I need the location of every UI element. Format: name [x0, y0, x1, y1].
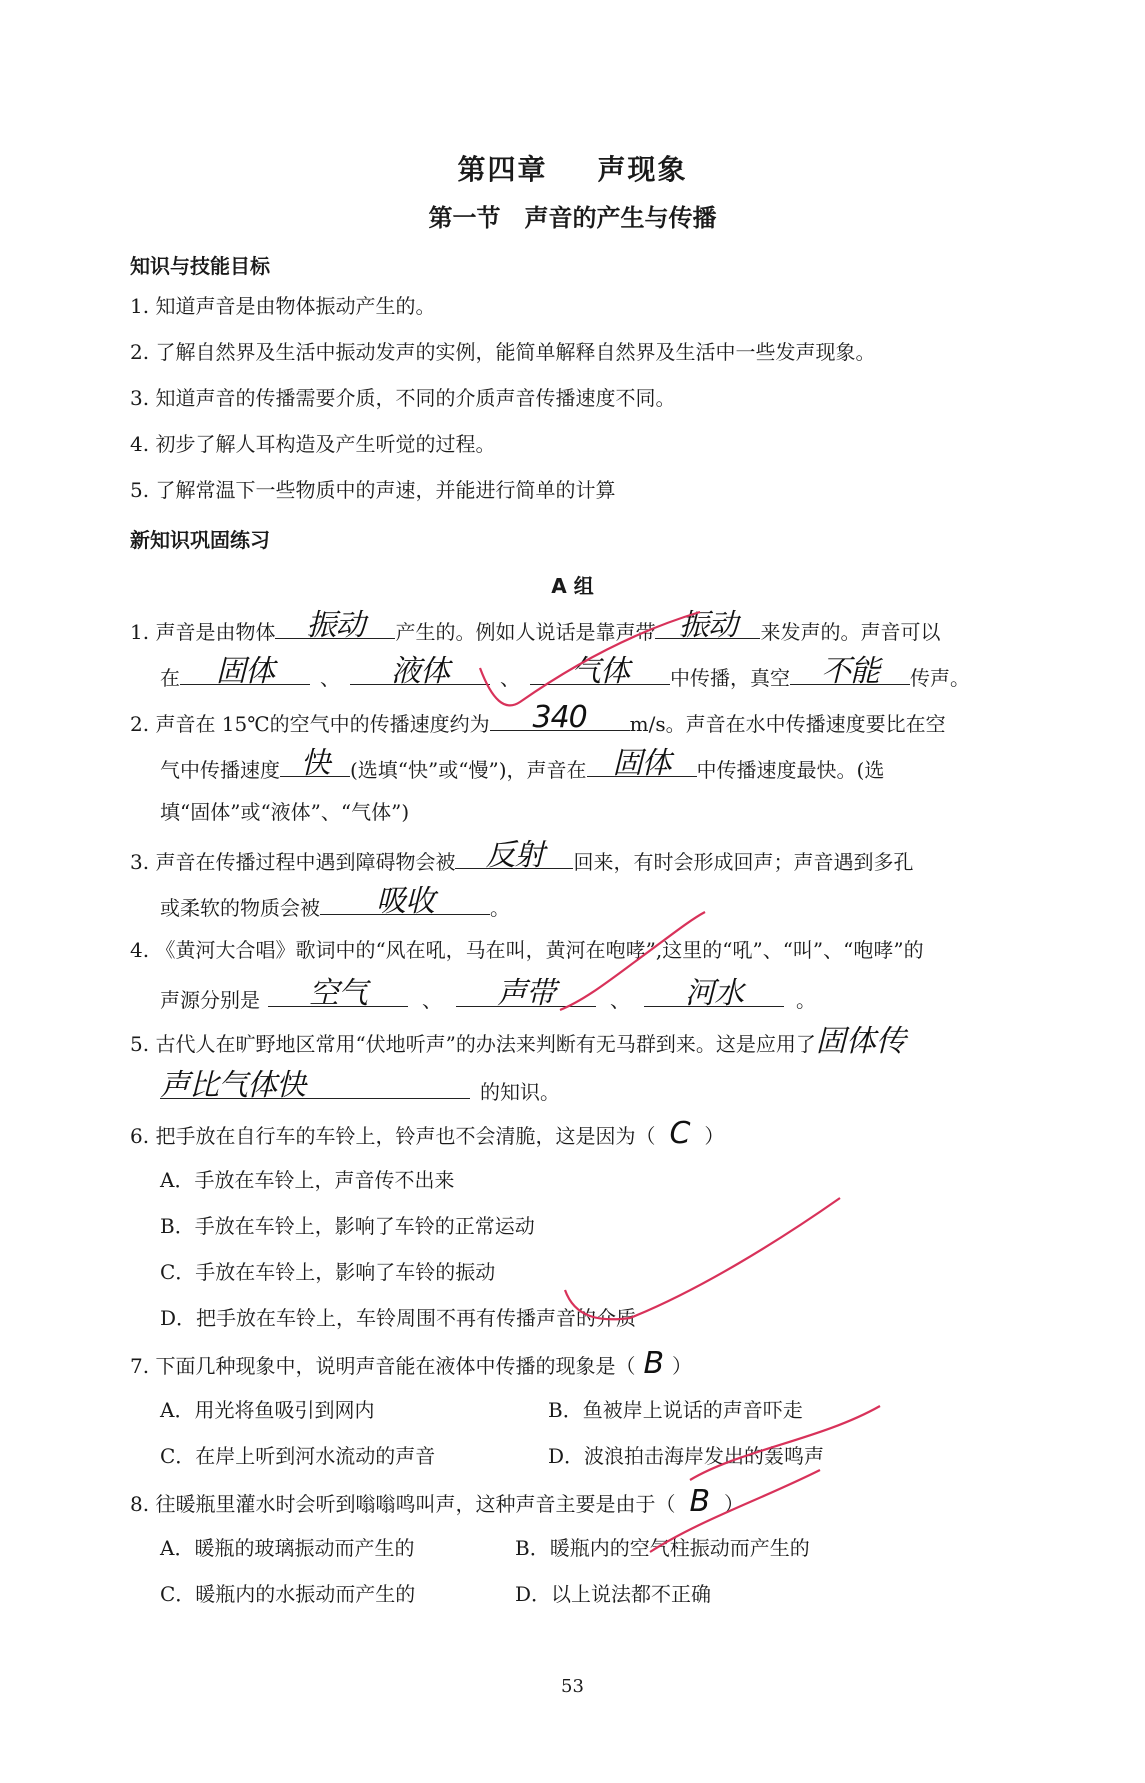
answer-blank[interactable]: [275, 608, 395, 643]
q1-text: 1. 声音是由物体: [130, 620, 276, 644]
chapter-title: [0, 148, 1145, 188]
handwritten-answer: B: [689, 1484, 711, 1519]
option[interactable]: B．暖瓶内的空气柱振动而产生的: [515, 1536, 810, 1560]
chapter-label: 第四章: [457, 153, 548, 186]
answer-blank[interactable]: [644, 976, 784, 1011]
section-title: [0, 198, 1145, 233]
section-label: 第一节: [428, 204, 501, 232]
group-label: A 组: [551, 574, 594, 598]
handwritten-answer: 声带: [497, 976, 555, 1011]
option[interactable]: C．手放在车铃上，影响了车铃的振动: [160, 1260, 496, 1284]
chapter-name: 声现象: [597, 153, 688, 186]
question-5-line-2: [160, 1068, 560, 1106]
q4-text: 、: [422, 988, 442, 1012]
answer-blank[interactable]: [655, 608, 760, 643]
handwritten-answer: 340: [532, 700, 587, 735]
goals-heading: 知识与技能目标: [130, 254, 270, 278]
option[interactable]: A．暖瓶的玻璃振动而产生的: [160, 1536, 415, 1560]
option[interactable]: D．波浪拍击海岸发出的轰鸣声: [548, 1444, 825, 1468]
q4-text: 、: [610, 988, 630, 1012]
answer-blank[interactable]: [530, 654, 670, 689]
check-mark: [565, 1198, 840, 1319]
question-4-line-2: [160, 976, 816, 1014]
q1-text: 、: [320, 666, 340, 690]
q3-text: 3. 声音在传播过程中遇到障碍物会被: [130, 850, 456, 874]
q8-text: 8. 往暖瓶里灌水时会听到嗡嗡鸣叫声，这种声音主要是由于（: [130, 1492, 676, 1516]
handwritten-answer: 声比气体快: [160, 1068, 305, 1103]
q3-text: 。: [490, 896, 510, 920]
section-name: 声音的产生与传播: [524, 204, 717, 232]
practice-heading: 新知识巩固练习: [130, 528, 270, 552]
q8-text: ）: [724, 1492, 745, 1516]
q7-text: 7. 下面几种现象中，说明声音能在液体中传播的现象是（: [130, 1354, 636, 1378]
handwritten-answer: 振动: [678, 608, 737, 643]
handwritten-answer: 固体传: [815, 1024, 906, 1059]
answer-blank[interactable]: [280, 746, 350, 781]
q1-text: 在: [160, 666, 180, 690]
goal-item: 1. 知道声音是由物体振动产生的。: [130, 294, 436, 318]
question-2-line-1: [130, 700, 946, 738]
question-3-line-2: [160, 884, 510, 922]
question-1-line-2: [160, 654, 970, 692]
q4-text: 声源分别是: [160, 988, 260, 1012]
answer-blank[interactable]: [790, 654, 910, 689]
q1-text: 产生的。例如人说话是靠声带: [395, 620, 656, 644]
goal-item: 5. 了解常温下一些物质中的声速，并能进行简单的计算: [130, 478, 616, 502]
question-3-line-1: [130, 838, 914, 876]
q3-text: 或柔软的物质会被: [160, 896, 320, 920]
q1-text: 传声。: [910, 666, 970, 690]
q7-text: ）: [672, 1354, 693, 1378]
option[interactable]: D．把手放在车铃上，车铃周围不再有传播声音的介质: [160, 1306, 637, 1330]
option[interactable]: C．在岸上听到河水流动的声音: [160, 1444, 436, 1468]
handwritten-answer: 快: [300, 746, 330, 781]
q2-text: 气中传播速度: [160, 758, 280, 782]
q2-text: 2. 声音在 15℃的空气中的传播速度约为: [130, 712, 490, 736]
handwritten-answer: 空气: [309, 976, 367, 1011]
option[interactable]: A．用光将鱼吸引到网内: [160, 1398, 375, 1422]
answer-blank[interactable]: [160, 1068, 470, 1103]
handwritten-answer: 振动: [306, 608, 365, 643]
goal-item: 2. 了解自然界及生活中振动发声的实例，能简单解释自然界及生活中一些发声现象。: [130, 340, 876, 364]
option[interactable]: B．手放在车铃上，影响了车铃的正常运动: [160, 1214, 535, 1238]
q6-text: ）: [704, 1124, 725, 1148]
goal-item: 4. 初步了解人耳构造及产生听觉的过程。: [130, 432, 496, 456]
answer-blank[interactable]: [320, 884, 490, 919]
answer-blank[interactable]: [350, 654, 490, 689]
handwritten-answer: 吸收: [376, 884, 434, 919]
handwritten-answer: 反射: [485, 838, 544, 873]
q2-text: (选填“快”或“慢”)，声音在: [350, 758, 587, 782]
page-number: 53: [561, 1676, 584, 1697]
handwritten-answer: 河水: [685, 976, 743, 1011]
handwritten-answer: 不能: [821, 654, 879, 689]
handwritten-answer: 固体: [612, 746, 671, 781]
question-4-line-1: 4. 《黄河大合唱》歌词中的“风在吼，马在叫，黄河在咆哮”,这里的“吼”、“叫”、“咆哮”的: [130, 938, 924, 962]
option[interactable]: A．手放在车铃上，声音传不出来: [160, 1168, 455, 1192]
answer-blank[interactable]: [490, 700, 630, 735]
question-5-line-1: [130, 1024, 906, 1059]
goal-item: 3. 知道声音的传播需要介质，不同的介质声音传播速度不同。: [130, 386, 676, 410]
question-7-stem: [130, 1346, 693, 1381]
answer-blank[interactable]: [455, 838, 573, 873]
handwritten-answer: B: [643, 1346, 665, 1381]
q6-text: 6. 把手放在自行车的车铃上，铃声也不会清脆，这是因为（: [130, 1124, 656, 1148]
q1-text: 中传播，真空: [670, 666, 790, 690]
handwritten-answer: C: [669, 1116, 691, 1151]
question-6-stem: [130, 1116, 725, 1151]
q2-text: 中传播速度最快。(选: [696, 758, 885, 782]
q4-text: 。: [796, 988, 816, 1012]
handwritten-answer: 液体: [391, 654, 449, 689]
q5-text: 5. 古代人在旷野地区常用“伏地听声”的办法来判断有无马群到来。这是应用了: [130, 1032, 816, 1056]
q3-text: 回来，有时会形成回声；声音遇到多孔: [573, 850, 914, 874]
q5-text: 的知识。: [480, 1080, 560, 1104]
q1-text: 来发声的。声音可以: [760, 620, 941, 644]
option[interactable]: D．以上说法都不正确: [515, 1582, 712, 1606]
question-1-line-1: [130, 608, 941, 646]
answer-blank[interactable]: [180, 654, 310, 689]
handwritten-answer: 气体: [571, 654, 629, 689]
question-2-line-3: 填“固体”或“液体”、“气体”): [160, 800, 410, 824]
option[interactable]: B．鱼被岸上说话的声音吓走: [548, 1398, 803, 1422]
handwritten-answer: 固体: [216, 654, 274, 689]
answer-blank[interactable]: [587, 746, 697, 781]
question-2-line-2: [160, 746, 885, 784]
answer-blank[interactable]: [456, 976, 596, 1011]
answer-blank[interactable]: [268, 976, 408, 1011]
q2-text: m/s。声音在水中传播速度要比在空: [629, 712, 946, 736]
question-8-stem: [130, 1484, 745, 1519]
option[interactable]: C．暖瓶内的水振动而产生的: [160, 1582, 416, 1606]
q1-text: 、: [500, 666, 520, 690]
